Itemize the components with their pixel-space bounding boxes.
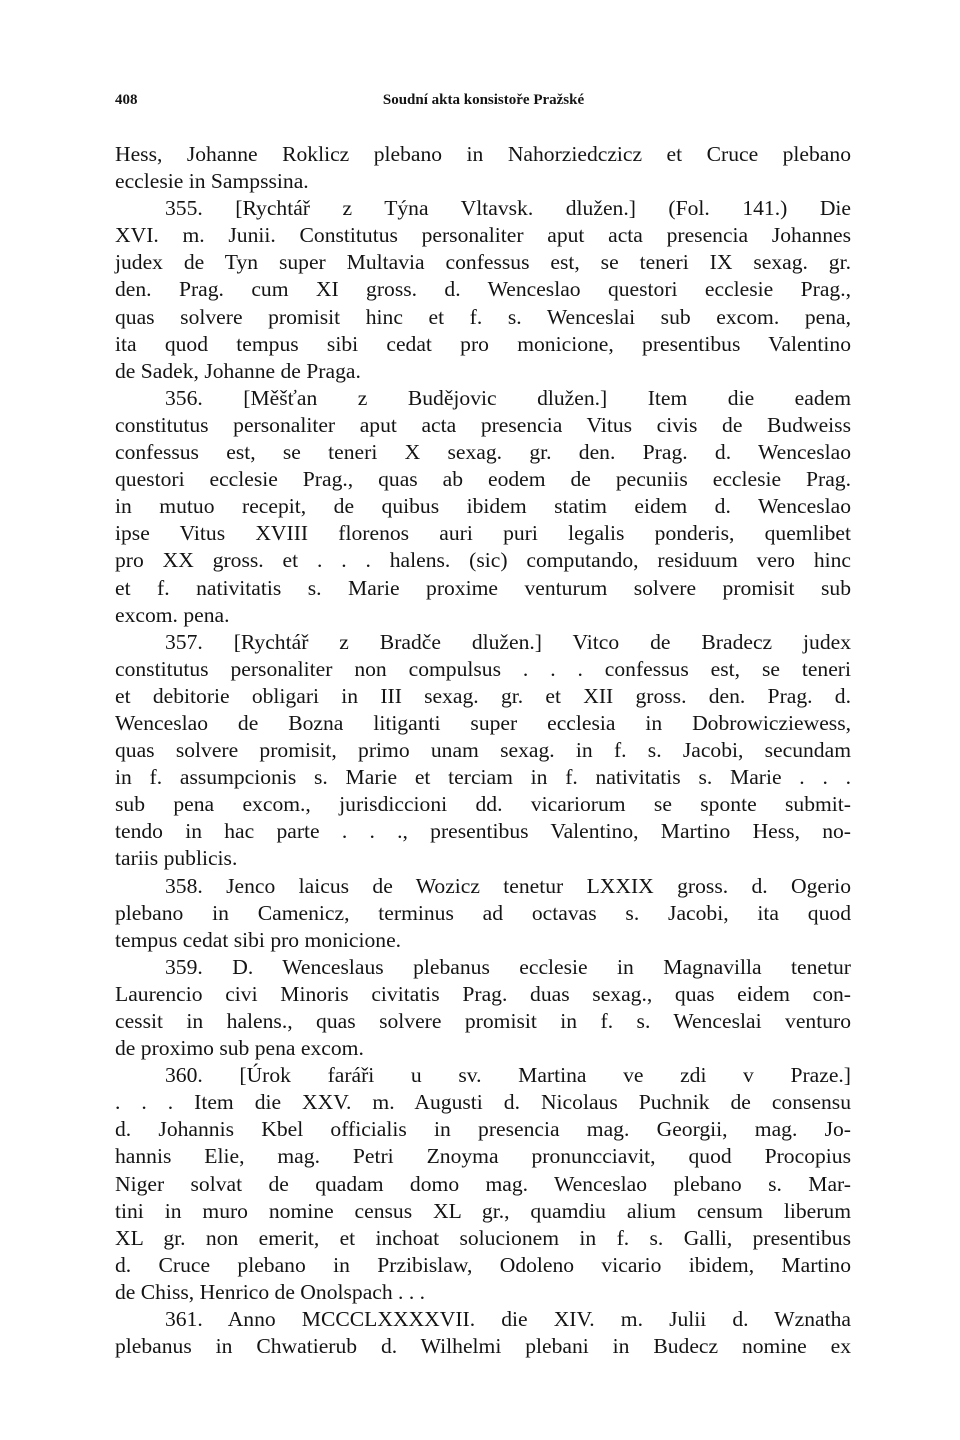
text-line: sub pena excom., jurisdiccioni dd. vicariorum se sponte submit-	[115, 792, 851, 817]
text-line: constitutus personaliter non compulsus . . . confessus est, se teneri	[115, 656, 851, 681]
text-line: tempus cedat sibi pro monicione.	[115, 927, 402, 952]
text-line: confessus est, se teneri X sexag. gr. den. Prag. d. Wenceslao	[115, 440, 851, 465]
text-line: tariis publicis.	[115, 846, 238, 871]
text-line: Laurencio civi Minoris civitatis Prag. duas sexag., quas eidem con-	[115, 981, 851, 1006]
text-line: et debitorie obligari in III sexag. gr. et XII gross. den. Prag. d.	[115, 683, 851, 708]
text-line: et f. nativitatis s. Marie proxime venturum solvere promisit sub	[115, 575, 851, 600]
text-line: 359. D. Wenceslaus plebanus ecclesie in Magnavilla tenetur	[165, 954, 851, 979]
text-line: pro XX gross. et . . . halens. (sic) computando, residuum vero hinc	[115, 548, 851, 573]
text-line: de proximo sub pena excom.	[115, 1036, 364, 1061]
text-line: 358. Jenco laicus de Wozicz tenetur LXXIX gross. d. Ogerio	[165, 873, 851, 898]
text-line: 360. [Úrok faráři u sv. Martina ve zdi v Praze.]	[165, 1063, 851, 1088]
text-line: 357. [Rychtář z Bradče dlužen.] Vitco de Bradecz judex	[165, 629, 851, 654]
document-body	[115, 141, 851, 1360]
running-header	[115, 92, 852, 109]
text-line: Niger solvat de quadam domo mag. Wenceslao plebano s. Mar-	[115, 1171, 851, 1196]
text-line: d. Cruce plebano in Przibislaw, Odoleno vicario ibidem, Martino	[115, 1252, 851, 1277]
text-line: ita quod tempus sibi cedat pro monicione, presentibus Valentino	[115, 331, 851, 356]
text-line: de Chiss, Henrico de Onolspach . . .	[115, 1279, 426, 1304]
text-line: XL gr. non emerit, et inchoat solucionem in f. s. Galli, presentibus	[115, 1225, 851, 1250]
text-line: excom. pena.	[115, 602, 230, 627]
running-title: Soudní akta konsistoře Pražské	[382, 92, 585, 108]
text-line: quas solvere promisit, primo unam sexag. in f. s. Jacobi, secundam	[115, 738, 851, 763]
text-line: tini in muro nomine census XL gr., quamdiu alium censum liberum	[115, 1198, 851, 1223]
text-line: in f. assumpcionis s. Marie et terciam in f. nativitatis s. Marie . . .	[115, 765, 851, 790]
text-line: ipse Vitus XVIII florenos auri puri legalis ponderis, quemlibet	[115, 521, 851, 546]
text-line: plebanus in Chwatierub d. Wilhelmi plebani in Budecz nomine ex	[115, 1334, 851, 1359]
text-line: 361. Anno MCCCLXXXXVII. die XIV. m. Julii d. Wznatha	[165, 1307, 851, 1332]
text-line: hannis Elie, mag. Petri Znoyma pronuncciavit, quod Procopius	[115, 1144, 851, 1169]
text-line: constitutus personaliter aput acta presencia Vitus civis de Budweiss	[115, 412, 851, 437]
text-line: d. Johannis Kbel officialis in presencia mag. Georgii, mag. Jo-	[115, 1117, 851, 1142]
text-line: 355. [Rychtář z Týna Vltavsk. dlužen.] (Fol. 141.) Die	[165, 196, 851, 221]
text-line: XVI. m. Junii. Constitutus personaliter aput acta presencia Johannes	[115, 223, 851, 248]
text-line: judex de Tyn super Multavia confessus est, se teneri IX sexag. gr.	[115, 250, 851, 275]
page-number: 408	[115, 92, 138, 108]
text-line: . . . Item die XXV. m. Augusti d. Nicolaus Puchnik de consensu	[115, 1090, 851, 1115]
text-line: quas solvere promisit hinc et f. s. Wenceslai sub excom. pena,	[115, 304, 851, 329]
text-line: tendo in hac parte . . ., presentibus Valentino, Martino Hess, no-	[115, 819, 851, 844]
text-line: Hess, Johanne Roklicz plebano in Nahorziedczicz et Cruce plebano	[115, 142, 851, 166]
text-line: de Sadek, Johanne de Praga.	[115, 358, 361, 383]
text-line: ecclesie in Sampssina.	[115, 169, 309, 194]
text-line: in mutuo recepit, de quibus ibidem statim eidem d. Wenceslao	[115, 494, 851, 519]
text-line: cessit in halens., quas solvere promisit in f. s. Wenceslai venturo	[115, 1009, 851, 1033]
text-line: den. Prag. cum XI gross. d. Wenceslao questori ecclesie Prag.,	[115, 277, 851, 302]
text-line: 356. [Měšťan z Budějovic dlužen.] Item die eadem	[165, 385, 851, 410]
text-line: Wenceslao de Bozna litiganti super ecclesia in Dobrowicziewess,	[115, 710, 851, 735]
text-line: questori ecclesie Prag., quas ab eodem de pecuniis ecclesie Prag.	[115, 467, 851, 492]
text-line: plebano in Camenicz, terminus ad octavas s. Jacobi, ita quod	[115, 900, 851, 925]
